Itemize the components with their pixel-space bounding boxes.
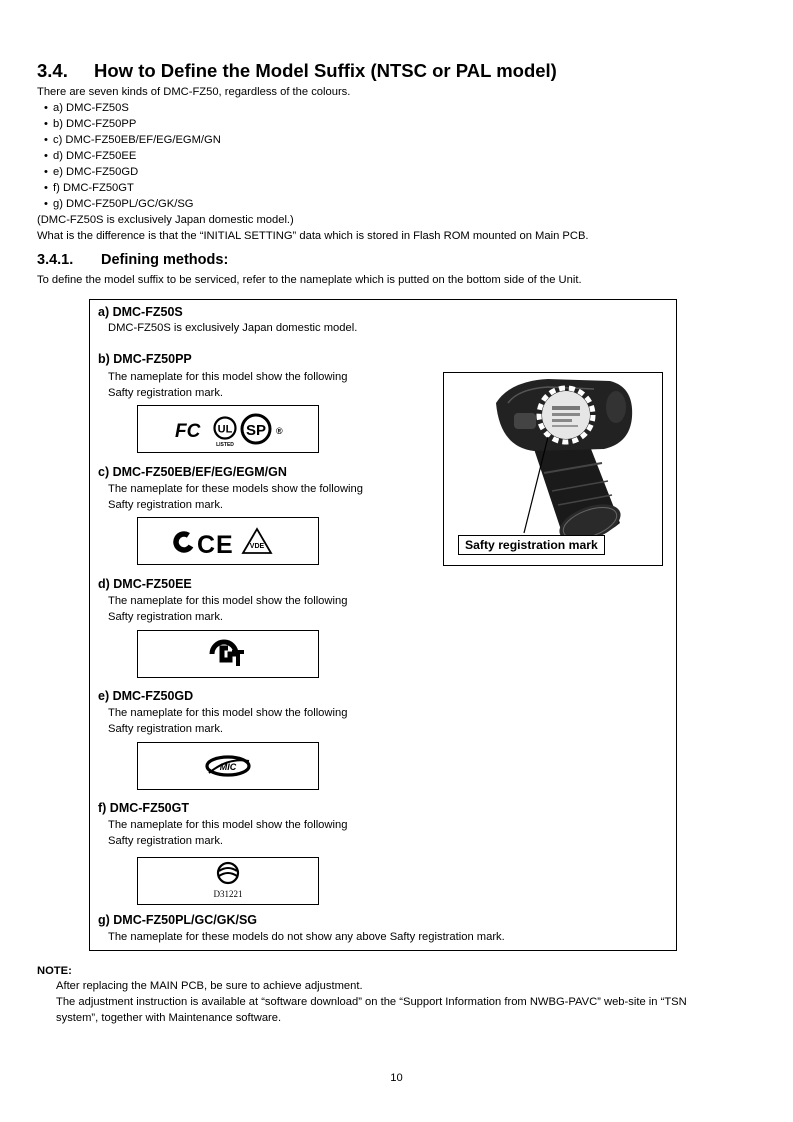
note-line-3: system”, together with Maintenance software. [56, 1012, 282, 1024]
bsmi-mark-icon [203, 859, 253, 903]
section-b-title: b) DMC-FZ50PP [98, 352, 192, 366]
fcc-mark-icon: FC [175, 421, 201, 442]
list-item: • g) DMC-FZ50PL/GC/GK/SG [44, 198, 194, 210]
list-item: • d) DMC-FZ50EE [44, 150, 137, 162]
list-item: • e) DMC-FZ50GD [44, 166, 139, 178]
section-c-line1: The nameplate for these models show the following [108, 483, 363, 495]
section-number: 3.4. [37, 60, 68, 81]
section-f-line1: The nameplate for this model show the following [108, 819, 348, 831]
section-d-line2: Safty registration mark. [108, 611, 224, 623]
section-b-line1: The nameplate for this model show the following [108, 371, 348, 383]
mark-box-gd [137, 742, 319, 790]
svg-text:PCT: PCT [208, 638, 210, 639]
photo-caption: Safty registration mark [458, 535, 605, 555]
domestic-note: (DMC-FZ50S is exclusively Japan domestic model.) [37, 214, 294, 226]
model-list [44, 100, 221, 212]
csa-mark-icon: SP [245, 422, 267, 439]
mic-mark-icon [203, 751, 253, 781]
c-ce-vde-marks-icon [173, 521, 283, 561]
page-number: 10 [390, 1072, 403, 1084]
subsection-intro: To define the model suffix to be serviced, refer to the nameplate which is putted on the bottom side of the Unit. [37, 274, 582, 286]
section-b-line2: Safty registration mark. [108, 387, 224, 399]
mark-box-ee [137, 630, 319, 678]
note-line-2: The adjustment instruction is available at “software download” on the “Support Information from NWBG-PAVC” web-site in “TSN [56, 996, 687, 1008]
section-a-text: DMC-FZ50S is exclusively Japan domestic model. [108, 322, 358, 334]
list-item: • b) DMC-FZ50PP [44, 118, 137, 130]
list-item: • a) DMC-FZ50S [44, 102, 129, 114]
section-c-title: c) DMC-FZ50EB/EF/EG/EGM/GN [98, 465, 287, 479]
section-c-line2: Safty registration mark. [108, 499, 224, 511]
difference-text: What is the difference is that the “INITIAL SETTING” data which is stored in Flash ROM mounted on Main PCB. [37, 230, 589, 242]
ul-listed-text: LISTED [216, 442, 234, 448]
note-title: NOTE: [37, 965, 72, 977]
note-line-1: After replacing the MAIN PCB, be sure to achieve adjustment. [56, 980, 363, 992]
section-a-title: a) DMC-FZ50S [98, 305, 183, 319]
subsection-heading [37, 252, 228, 268]
list-item: • f) DMC-FZ50GT [44, 182, 134, 194]
section-e-line2: Safty registration mark. [108, 723, 224, 735]
section-heading [37, 60, 557, 82]
section-d-title: d) DMC-FZ50EE [98, 577, 192, 591]
ce-mark-icon: CE [197, 531, 234, 559]
pct-mark-icon [208, 638, 248, 670]
section-title: How to Define the Model Suffix (NTSC or PAL model) [94, 60, 557, 81]
svg-text:MIC: MIC [219, 762, 237, 772]
ul-mark-icon: UL [217, 423, 233, 436]
mark-box-gt [137, 857, 319, 905]
mark-box-pp [137, 405, 319, 453]
fcc-ul-csa-marks-icon [173, 409, 283, 449]
svg-text:D31221: D31221 [213, 889, 243, 899]
section-g-title: g) DMC-FZ50PL/GC/GK/SG [98, 913, 258, 927]
section-e-title: e) DMC-FZ50GD [98, 689, 194, 703]
section-e-line1: The nameplate for this model show the following [108, 707, 348, 719]
camera-photo-panel [443, 372, 663, 566]
vde-mark-icon: VDE [249, 543, 265, 550]
mark-box-eb [137, 517, 319, 565]
list-item: • c) DMC-FZ50EB/EF/EG/EGM/GN [44, 134, 221, 146]
c-tick-icon [173, 531, 195, 553]
registered-mark-icon: ® [276, 426, 283, 436]
section-g-text: The nameplate for these models do not show any above Safty registration mark. [108, 931, 505, 943]
subsection-title: Defining methods: [101, 252, 229, 268]
intro-text: There are seven kinds of DMC-FZ50, regardless of the colours. [37, 86, 351, 98]
subsection-number: 3.4.1. [37, 252, 74, 268]
section-f-line2: Safty registration mark. [108, 835, 224, 847]
section-d-line1: The nameplate for this model show the following [108, 595, 348, 607]
section-f-title: f) DMC-FZ50GT [98, 801, 189, 815]
